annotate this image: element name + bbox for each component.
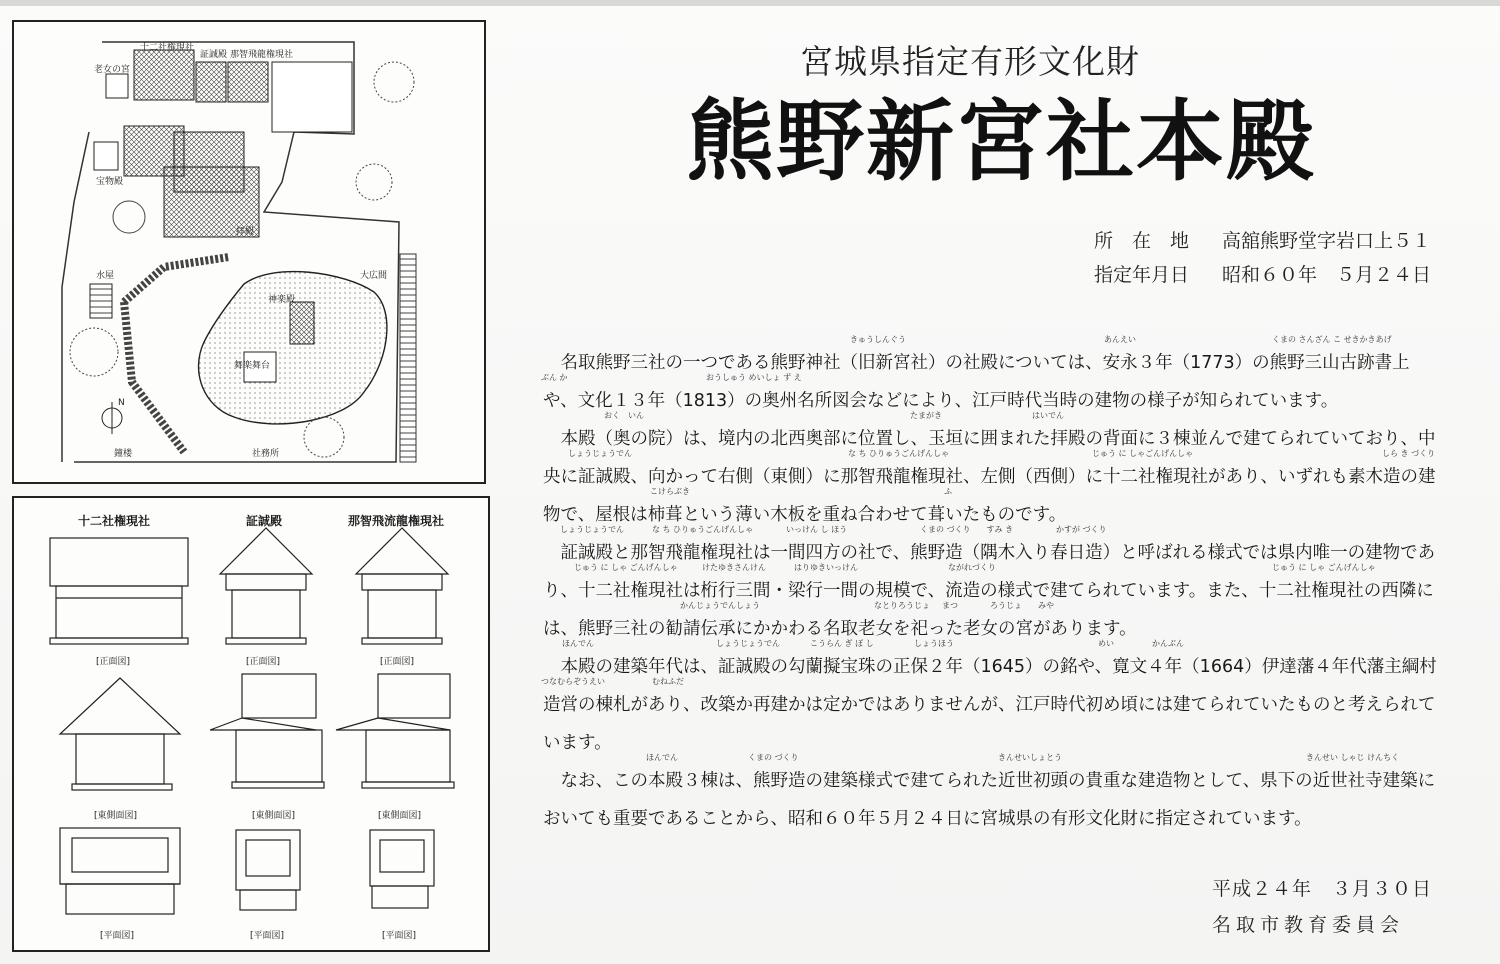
- paragraph-3: 証誠殿と那智飛龍権現社は一間四方の社で、熊野造（隅木入り春日造）と呼ばれる様式では県内唯一の建物であり、十二社権現社は桁行三間・梁行一間の規模で、流造の様式で建てられています。また、十二社権現社の西隣には、熊野三社の勧請伝承にかかわる名取老女を祀った老女の宮があります。: [543, 543, 1436, 639]
- elev-title-nachi: 那智飛流龍権現社: [348, 514, 445, 528]
- sign-title: 熊野新宮社本殿: [686, 90, 1317, 193]
- elevation-panel: [12, 496, 490, 952]
- location-label: 所 在 地: [1094, 230, 1190, 252]
- footer-date: 平成２４年 ３月３０日: [1212, 878, 1433, 900]
- map-label-shamusho: 社務所: [252, 449, 280, 459]
- furigana: はりゆきいっけん: [794, 563, 858, 572]
- map-label-nachi: 那智飛龍権現社: [230, 50, 294, 60]
- furigana: しょうほう: [914, 639, 954, 648]
- furigana: かんじょうでんしょう: [680, 601, 760, 610]
- map-label-shojo: 証誠殿: [200, 50, 228, 60]
- paragraph-1: 名取熊野三社の一つである熊野神社（旧新宮社）の社殿については、安永３年（1773）の熊野三山古跡書上や、文化１３年（1813）の奥州名所図会などにより、江戸時代当時の建物の様子が知られています。: [543, 353, 1410, 411]
- furigana: まつ: [942, 601, 958, 610]
- furigana: しら き づくり: [1382, 449, 1436, 458]
- site-map-drawing: [14, 22, 484, 482]
- elev-title-juni: 十二社権現社: [78, 514, 151, 528]
- side-caption: [東側面図]: [94, 811, 138, 821]
- front-caption: [正面図]: [380, 657, 415, 667]
- furigana: しょうじょうでん: [568, 449, 632, 458]
- plan-caption: [平面図]: [382, 931, 417, 941]
- furigana: こけらぶき: [650, 487, 690, 496]
- map-label-nogaku: 舞楽舞台: [234, 361, 271, 371]
- map-label-daihiroma: 大広間: [360, 271, 388, 281]
- furigana: ぶん か: [541, 373, 568, 382]
- furigana: はいでん: [1032, 411, 1064, 420]
- front-caption: [正面図]: [96, 657, 131, 667]
- furigana: ろうじょ みや: [990, 601, 1054, 610]
- furigana: ふ: [944, 487, 952, 496]
- map-label-north: N: [118, 398, 125, 408]
- map-label-haiden: 拝殿: [236, 227, 255, 237]
- paragraph-5: なお、この本殿３棟は、熊野造の建築様式で建てられた近世初頭の貴重な建造物として、県下の近世社寺建築においても重要であることから、昭和６０年５月２４日に宮城県の有形文化財に指定されています。: [543, 771, 1436, 829]
- front-caption: [正面図]: [246, 657, 281, 667]
- furigana: しょうじょうでん: [716, 639, 780, 648]
- furigana: ながれづくり: [948, 563, 996, 572]
- furigana: しょうじょうでん: [560, 525, 624, 534]
- paragraph-4: 本殿の建築年代は、証誠殿の勾蘭擬宝珠の正保２年（1645）の銘や、寛文４年（1664）伊達藩４年代藩主綱村造営の棟札があり、改築か再建かは定かではありませんが、江戸時代初め頃には建てられていたものと考えられています。: [543, 657, 1437, 753]
- furigana: ほんでん: [646, 753, 678, 762]
- map-label-rojo: 老女の宮: [94, 65, 131, 75]
- plan-caption: [平面図]: [250, 931, 285, 941]
- furigana: めい: [1098, 639, 1114, 648]
- elev-title-shojo: 証誠殿: [246, 514, 283, 528]
- furigana: かすが づくり: [1056, 525, 1107, 534]
- furigana: つなむらぞうえい: [541, 677, 605, 686]
- furigana: じゅう に しゃ ごんげんしゃ: [574, 563, 678, 572]
- furigana: おうしゅう めいしょ ず え: [706, 373, 802, 382]
- plan-caption: [平面図]: [100, 931, 135, 941]
- side-caption: [東側面図]: [378, 811, 422, 821]
- sign-subtitle: 宮城県指定有形文化財: [800, 42, 1140, 81]
- furigana: いっけん し ほう: [786, 525, 848, 534]
- furigana: なとりろうじょ: [874, 601, 930, 610]
- furigana: ほんでん: [562, 639, 594, 648]
- site-map-panel: [12, 20, 486, 484]
- location-value: 高舘熊野堂字岩口上５１: [1222, 230, 1432, 252]
- map-label-homotsu: 宝物殿: [96, 177, 124, 187]
- furigana: じゅう に しゃごんげんしゃ: [1092, 449, 1194, 458]
- side-caption: [東側面図]: [252, 811, 296, 821]
- footer-organization: 名取市教育委員会: [1212, 914, 1405, 936]
- furigana: くまの づくり: [748, 753, 799, 762]
- top-edge: [0, 0, 1500, 6]
- furigana: おく いん: [604, 411, 644, 420]
- furigana: くまの づくり すみ き: [920, 525, 1014, 534]
- furigana: けたゆきさんけん: [702, 563, 766, 572]
- furigana: きゅうしんぐう: [850, 335, 906, 344]
- map-label-mizuya: 水屋: [96, 271, 115, 281]
- furigana: きんせい しゃじ けんちく: [1306, 753, 1400, 762]
- paragraph-2: 本殿（奥の院）は、境内の北西奥部に位置し、玉垣に囲まれた拝殿の背面に３棟並んで建てられていており、中央に証誠殿、向かって右側（東側）に那智飛龍権現社、左側（西側）に十二社権現社があり、いずれも素木造の建物で、屋根は柿葺という薄い木板を重ね合わせて葺いたものです。: [543, 429, 1436, 525]
- map-label-shoro: 鐘楼: [114, 449, 133, 459]
- furigana: たまがき: [910, 411, 942, 420]
- map-label-juni: 十二社権現社: [140, 43, 195, 53]
- furigana: きんせいしょとう: [998, 753, 1062, 762]
- furigana: むねふだ: [652, 677, 684, 686]
- date-value: 昭和６０年 ５月２４日: [1222, 264, 1432, 286]
- furigana: な ち ひりゅうごんげんしゃ: [652, 525, 754, 534]
- furigana: こうらん ぎ ぼ し: [810, 639, 874, 648]
- date-label: 指定年月日: [1094, 264, 1190, 286]
- description-body: [543, 344, 1439, 838]
- furigana: かんぶん: [1152, 639, 1184, 648]
- furigana: な ち ひりゅうごんげんしゃ: [848, 449, 950, 458]
- map-label-kagura: 神楽殿: [268, 295, 296, 305]
- furigana: あんえい: [1104, 335, 1136, 344]
- furigana: じゅう に しゃ ごんげんしゃ: [1272, 563, 1376, 572]
- furigana: くまの さんざん こ せきかきあげ: [1272, 335, 1392, 344]
- elevation-drawings: [14, 498, 488, 950]
